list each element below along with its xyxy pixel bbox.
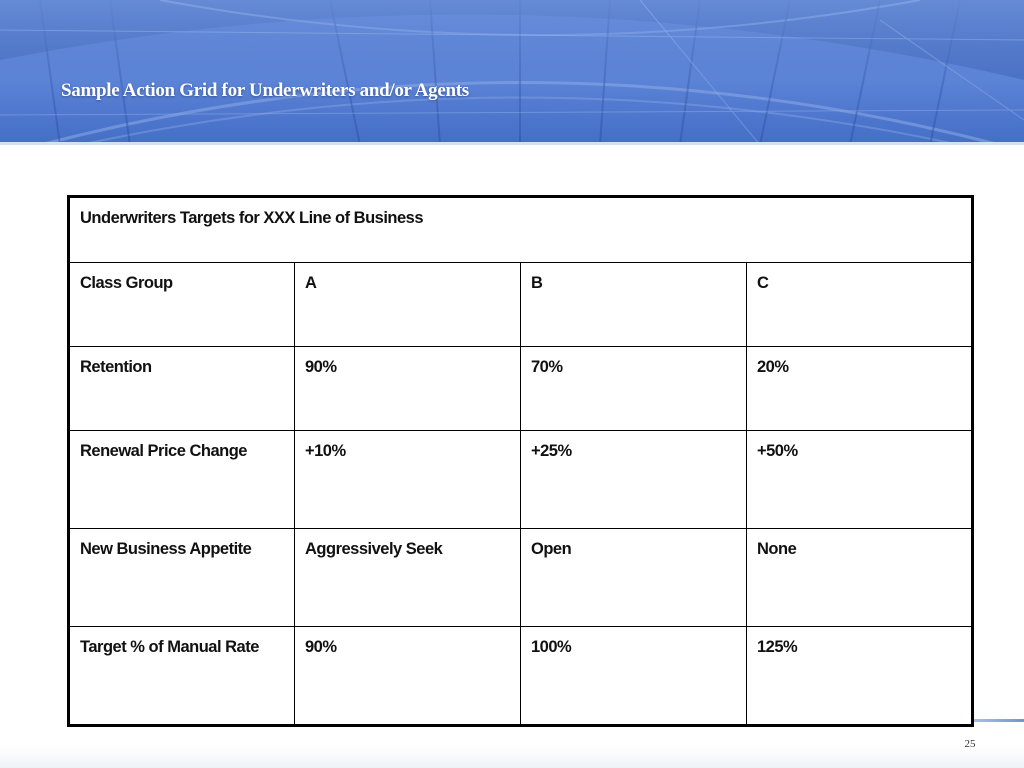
table-cell: C [747, 263, 973, 347]
table-cell: +10% [295, 431, 521, 529]
row-header-cell: Retention [69, 347, 295, 431]
header-banner-image [0, 0, 1024, 145]
table-cell: 125% [747, 627, 973, 726]
table-cell: +50% [747, 431, 973, 529]
table-cell: 20% [747, 347, 973, 431]
table-cell: 90% [295, 347, 521, 431]
row-header-cell: Target % of Manual Rate [69, 627, 295, 726]
table-cell: None [747, 529, 973, 627]
row-header-cell: Renewal Price Change [69, 431, 295, 529]
table-cell: Open [521, 529, 747, 627]
page-number: 25 [964, 738, 976, 750]
table-cell: A [295, 263, 521, 347]
row-header-cell: Class Group [69, 263, 295, 347]
table-cell: +25% [521, 431, 747, 529]
table-row [69, 431, 973, 529]
table-cell: B [521, 263, 747, 347]
table-cell: 100% [521, 627, 747, 726]
row-header-cell: New Business Appetite [69, 529, 295, 627]
slide-title: Sample Action Grid for Underwriters and/or Agents [61, 80, 469, 101]
table-row [69, 529, 973, 627]
footer-band [0, 746, 1024, 768]
architecture-background-graphic [0, 0, 1024, 145]
action-grid-table [67, 195, 974, 727]
table-cell: 70% [521, 347, 747, 431]
table-row [69, 263, 973, 347]
table-caption-row [69, 197, 973, 263]
table-row [69, 627, 973, 726]
table-cell: 90% [295, 627, 521, 726]
table-row [69, 347, 973, 431]
table-cell: Aggressively Seek [295, 529, 521, 627]
table-caption: Underwriters Targets for XXX Line of Business [69, 197, 973, 263]
